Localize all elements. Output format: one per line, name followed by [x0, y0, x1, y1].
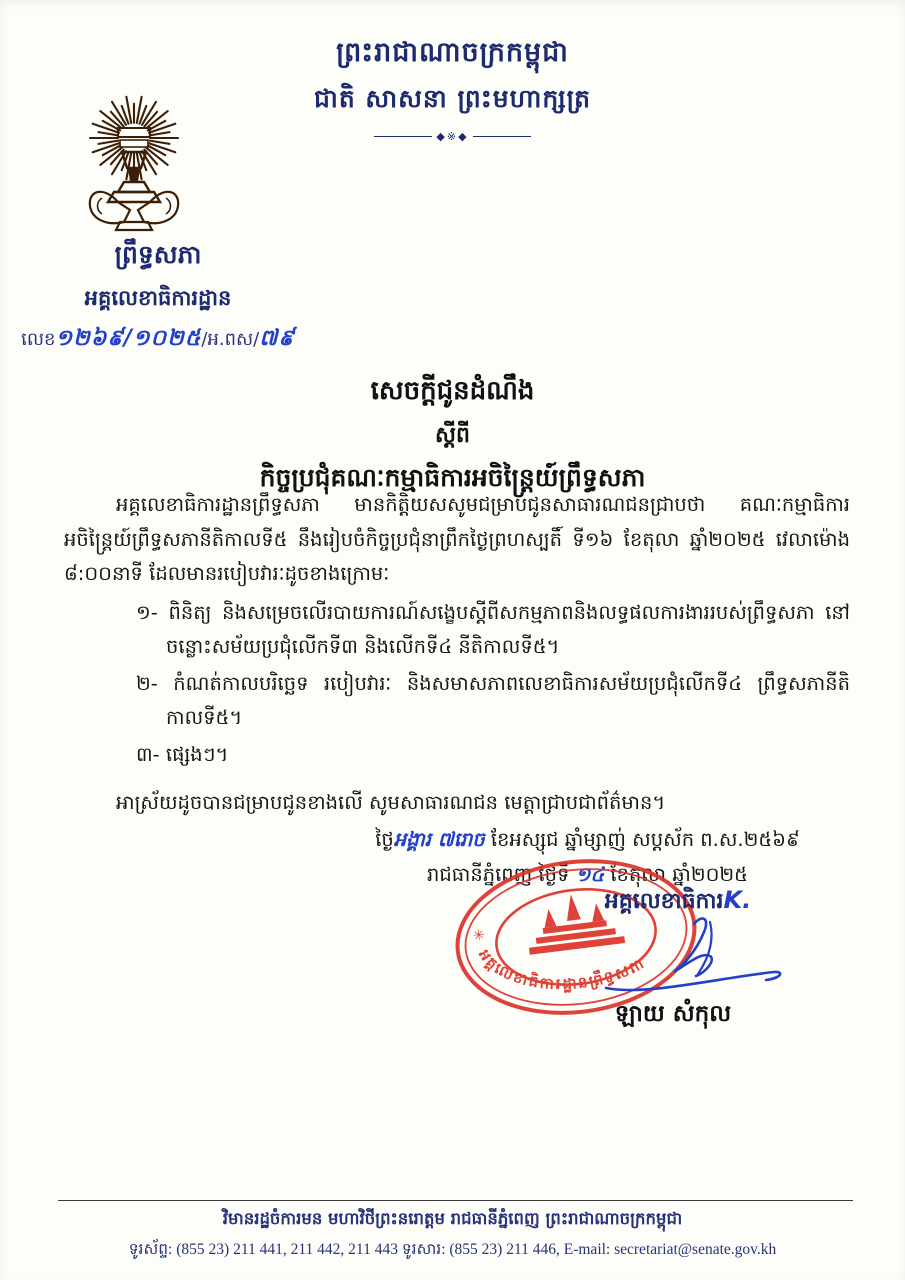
intro-paragraph: អគ្គលេខាធិការដ្ឋានព្រឹទ្ធសភា មានកិត្តិយសសូមជម្រាបជូនសាធារណជនជ្រាបថា គណៈកម្មាធិការអចិន្ត្រៃយ៍ព្រឹទ្ធសភានីតិកាលទី៥ នឹងរៀបចំកិច្ចប្រជុំនាព្រឹកថ្ងៃព្រហស្បតិ៍ ទី១៦ ខែតុលា ឆ្នាំ២០២៥ វេលាម៉ោង ៨:០០នាទី ដែលមានរបៀបវារៈដូចខាងក្រោមៈ [64, 493, 850, 585]
divider-line-right [473, 136, 531, 137]
stamp-star-icon: ✳ [472, 927, 486, 945]
stamp-circular-text: អគ្គលេខាធិការដ្ឋានព្រឹទ្ធសភា [475, 946, 649, 994]
document-title [0, 374, 905, 499]
agenda-item-2-number: ២- [136, 671, 158, 695]
signer-handwritten-initial: K. [723, 886, 752, 914]
agenda-item-3 [136, 738, 850, 773]
divider-ornament-icon: ◆※◆ [436, 130, 469, 143]
lunar-date-prefix: ថ្ងៃ [375, 828, 394, 851]
agenda-list [136, 596, 850, 773]
department-name: អគ្គលេខាធិការដ្ឋាន [84, 286, 232, 310]
signer-name: ឡាយ សំកុល [614, 1001, 732, 1027]
civil-date-suffix: ខែតុលា ឆ្នាំ២០២៥ [610, 863, 748, 887]
signer-title: អគ្គលេខាធិការ [604, 889, 724, 914]
reference-number-line [8, 324, 308, 356]
ref-printed-code: /អ.ពស/ [201, 329, 260, 350]
footer-address: វិមានរដ្ឋចំការមន មហាវិថីព្រះនរោត្តម រាជធានីភ្នំពេញ ព្រះរាជាណាចក្រកម្ពុជា [222, 1209, 683, 1228]
page-footer [0, 1200, 905, 1262]
civil-date-handwritten-day: ១៤ [575, 863, 605, 887]
ref-label: លេខ [21, 329, 56, 350]
agenda-item-1-text: ពិនិត្យ និងសម្រេចលើរបាយការណ៍សង្ខេបស្តីពីសកម្មភាពនិងលទ្ធផលការងាររបស់ព្រឹទ្ធសភា នៅចន្លោះសម័យប្រជុំលើកទី៣ និងលើកទី៤ នីតិកាលទី៥។ [166, 600, 851, 658]
signature-autograph [598, 912, 788, 1008]
agenda-item-3-number: ៣- [136, 742, 160, 766]
civil-date-prefix: រាជធានីភ្នំពេញ ថ្ងៃទី [427, 863, 570, 887]
closing-paragraph: អាស្រ័យដូចបានជម្រាបជូនខាងលើ សូមសាធារណជន មេត្តាជ្រាបជាព័ត៌មាន។ [116, 791, 666, 814]
agenda-item-2 [136, 667, 850, 736]
document-body [64, 488, 850, 821]
title-announcement: សេចក្តីជូនដំណឹង [370, 376, 535, 406]
senate-emblem-icon [84, 90, 184, 232]
kingdom-motto-line2: ជាតិ សាសនា ព្រះមហាក្សត្រ [314, 84, 591, 113]
kingdom-motto-line1: ព្រះរាជាណាចក្រកម្ពុជា [336, 37, 569, 68]
footer-divider-line [58, 1200, 853, 1201]
lunar-date-line [300, 822, 875, 857]
lunar-date-suffix: ខែអស្សុជ ឆ្នាំម្សាញ់ សប្តស័ក ព.ស.២៥៦៩ [490, 828, 800, 851]
agenda-item-3-text: ផ្សេងៗ។ [165, 742, 229, 766]
institution-name: ព្រឹទ្ធសភា [114, 240, 202, 269]
footer-contacts: ទូរស័ព្ទ: (855 23) 211 441, 211 442, 211 443 ទូរសារ: (855 23) 211 446, E-mail: secretariat@senate.gov.kh [128, 1241, 777, 1258]
lunar-date-handwritten: អង្គារ ៧រោច [393, 828, 485, 851]
title-regarding: ស្តីពី [435, 423, 470, 448]
agenda-item-1-number: ១- [136, 600, 158, 624]
divider-line-left [374, 136, 432, 137]
letterhead [8, 240, 308, 356]
title-subject: កិច្ចប្រជុំគណៈកម្មាធិការអចិន្ត្រៃយ៍ព្រឹទ្ធសភា [259, 463, 646, 492]
agenda-item-1 [136, 596, 850, 665]
ref-handwritten-number: ១២៦៩/១០២៥ [55, 326, 202, 351]
ref-handwritten-suffix: ៧៩ [259, 326, 295, 351]
agenda-item-2-text: កំណត់កាលបរិច្ឆេទ របៀបវារៈ និងសមាសភាពលេខាធិការសម័យប្រជុំលើកទី៤ ព្រឹទ្ធសភានីតិកាលទី៥។ [166, 671, 851, 729]
